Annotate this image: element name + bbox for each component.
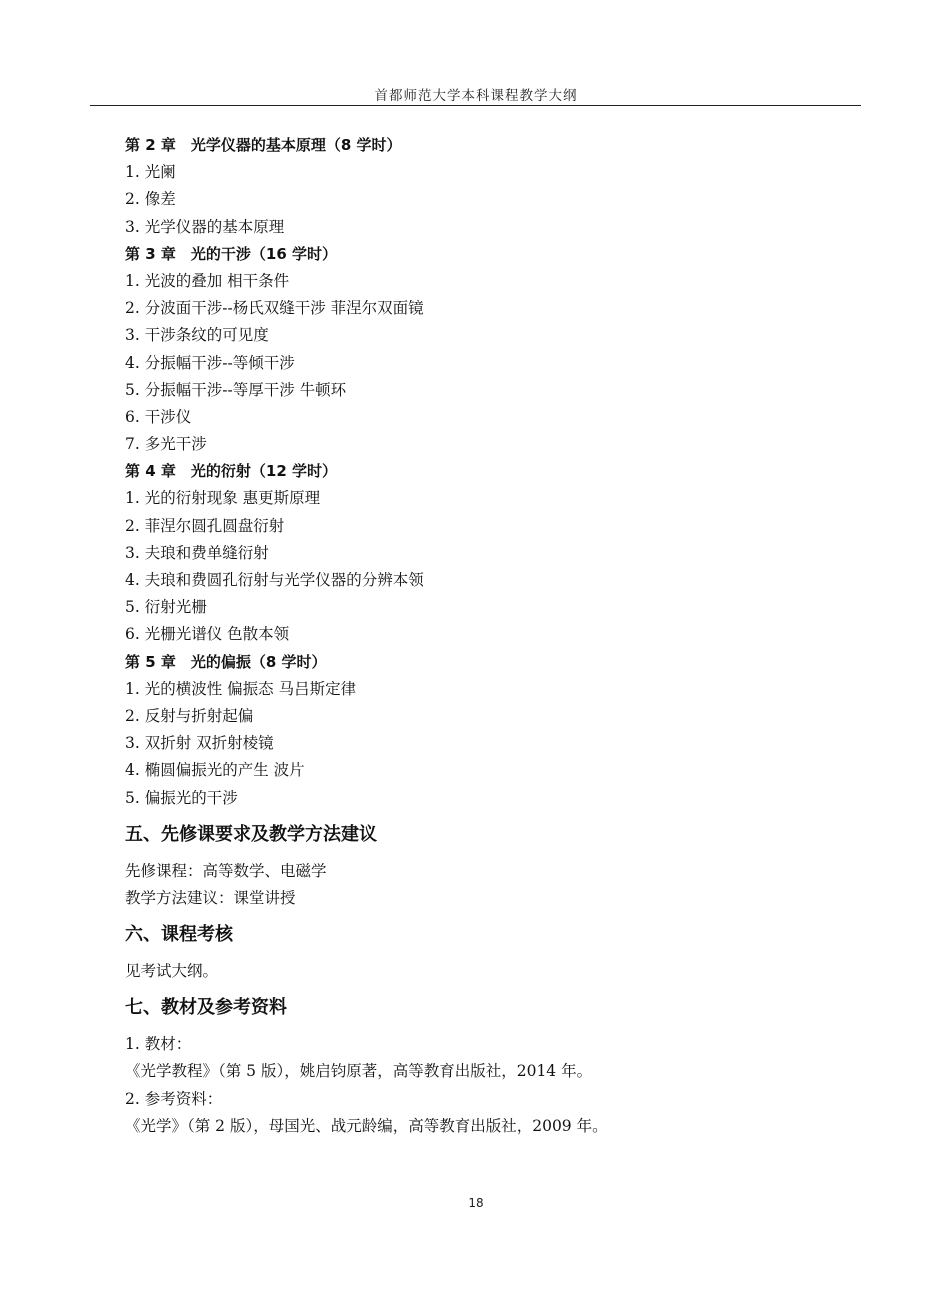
chapter-2-item: 2. 像差 (125, 190, 176, 209)
section-references-line: 《光学》（第 2 版），母国光、战元龄编，高等教育出版社，2009 年。 (125, 1116, 608, 1135)
chapter-3-item: 7. 多光干涉 (125, 435, 207, 454)
section-prerequisites-line: 先修课程：高等数学、电磁学 (125, 861, 327, 880)
chapter-3-item: 4. 分振幅干涉--等倾干涉 (125, 353, 295, 372)
chapter-3-item: 1. 光波的叠加 相干条件 (125, 271, 290, 290)
chapter-4-item: 3. 夫琅和费单缝衍射 (125, 543, 269, 562)
chapter-5-title: 第 5 章 光的偏振（8 学时） (125, 652, 327, 671)
document-body (125, 132, 845, 1140)
section-references-title: 七、教材及参考资料 (125, 997, 287, 1019)
chapter-4-title: 第 4 章 光的衍射（12 学时） (125, 462, 337, 481)
chapter-4-item: 1. 光的衍射现象 惠更斯原理 (125, 489, 321, 508)
chapter-5-item: 1. 光的横波性 偏振态 马吕斯定律 (125, 679, 357, 698)
chapter-3-item: 2. 分波面干涉--杨氏双缝干涉 菲涅尔双面镜 (125, 299, 424, 318)
section-references-line: 2. 参考资料： (125, 1089, 223, 1108)
chapter-5-item: 5. 偏振光的干涉 (125, 788, 238, 807)
chapter-3-item: 5. 分振幅干涉--等厚干涉 牛顿环 (125, 380, 347, 399)
section-prerequisites-title: 五、先修课要求及教学方法建议 (125, 823, 377, 845)
page-header: 首都师范大学本科课程教学大纲 (374, 88, 578, 104)
chapter-3-item: 3. 干涉条纹的可见度 (125, 326, 269, 345)
chapter-4-item: 4. 夫琅和费圆孔衍射与光学仪器的分辨本领 (125, 571, 424, 589)
section-references-line: 《光学教程》（第 5 版），姚启钧原著，高等教育出版社，2014 年。 (125, 1062, 593, 1081)
chapter-4-item: 5. 衍射光栅 (125, 598, 207, 617)
chapter-2-title: 第 2 章 光学仪器的基本原理（8 学时） (125, 136, 402, 154)
chapter-5-item: 3. 双折射 双折射棱镜 (125, 734, 274, 753)
chapter-2-item: 3. 光学仪器的基本原理 (125, 217, 285, 236)
section-prerequisites-line: 教学方法建议：课堂讲授 (125, 888, 296, 907)
chapter-3-title: 第 3 章 光的干涉（16 学时） (125, 244, 337, 263)
header-rule (90, 105, 861, 106)
chapter-2-item: 1. 光阑 (125, 163, 176, 182)
chapter-4-item: 6. 光栅光谱仪 色散本领 (125, 625, 290, 644)
page-number: 18 (468, 1196, 484, 1210)
section-assessment-title: 六、课程考核 (125, 924, 233, 946)
chapter-4-item: 2. 菲涅尔圆孔圆盘衍射 (125, 516, 285, 535)
chapter-3-item: 6. 干涉仪 (125, 407, 192, 426)
section-references-line: 1. 教材： (125, 1035, 192, 1054)
chapter-5-item: 2. 反射与折射起偏 (125, 706, 254, 725)
section-assessment-line: 见考试大纲。 (125, 962, 219, 981)
chapter-5-item: 4. 椭圆偏振光的产生 波片 (125, 761, 305, 780)
